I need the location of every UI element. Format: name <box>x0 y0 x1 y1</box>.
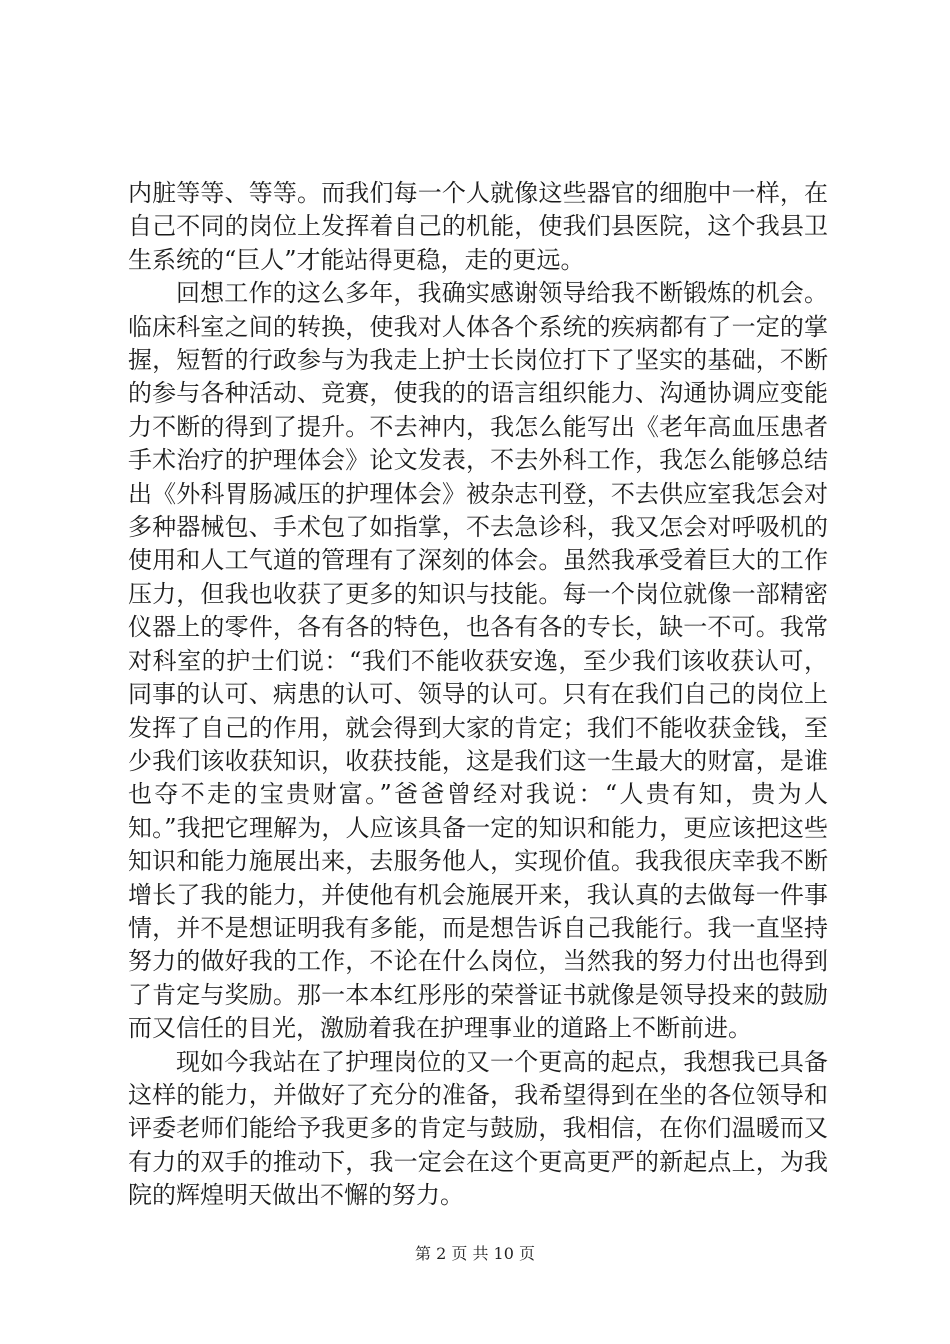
document-body <box>128 177 828 1213</box>
page-number-footer: 第 2 页 共 10 页 <box>415 1244 535 1263</box>
paragraph-continuation: 内脏等等、等等。而我们每一个人就像这些器官的细胞中一样，在自己不同的岗位上发挥着自己的机能，使我们县医院，这个我县卫生系统的“巨人”才能站得更稳，走的更远。 <box>128 179 828 274</box>
paragraph-closing: 现如今我站在了护理岗位的又一个更高的起点，我想我已具备这样的能力，并做好了充分的准备，我希望得到在坐的各位领导和评委老师们能给予我更多的肯定与鼓励，我相信，在你们温暖而又有力的双手的推动下，我一定会在这个更高更严的新起点上，为我院的辉煌明天做出不懈的努力。 <box>128 1047 828 1210</box>
paragraph-work-reflection: 回想工作的这么多年，我确实感谢领导给我不断锻炼的机会。临床科室之间的转换，使我对人体各个系统的疾病都有了一定的掌握，短暂的行政参与为我走上护士长岗位打下了坚实的基础，不断的参与各种活动、竞赛，使我的的语言组织能力、沟通协调应变能力不断的得到了提升。不去神内，我怎么能写出《老年高血压患者手术治疗的护理体会》论文发表，不去外科工作，我怎么能够总结出《外科胃肠减压的护理体会》被杂志刊登，不去供应室我怎会对多种器械包、手术包了如指掌，不去急诊科，我又怎会对呼吸机的使用和人工气道的管理有了深刻的体会。虽然我承受着巨大的工作压力，但我也收获了更多的知识与技能。每一个岗位就像一部精密仪器上的零件，各有各的特色，也各有各的专长，缺一不可。我常对科室的护士们说：“我们不能收获安逸，至少我们该收获认可，同事的认可、病患的认可、领导的认可。只有在我们自己的岗位上发挥了自己的作用，就会得到大家的肯定；我们不能收获金钱，至少我们该收获知识，收获技能，这是我们这一生最大的财富，是谁也夺不走的宝贵财富。”爸爸曾经对我说：“人贵有知，贵为人知。”我把它理解为，人应该具备一定的知识和能力，更应该把这些知识和能力施展出来，去服务他人，实现价值。我我很庆幸我不断增长了我的能力，并使他有机会施展开来，我认真的去做每一件事情，并不是想证明我有多能，而是想告诉自己我能行。我一直坚持努力的做好我的工作，不论在什么岗位，当然我的努力付出也得到了肯定与奖励。那一本本红彤彤的荣誉证书就像是领导投来的鼓励而又信任的目光，激励着我在护理事业的道路上不断前进。 <box>128 279 828 1043</box>
